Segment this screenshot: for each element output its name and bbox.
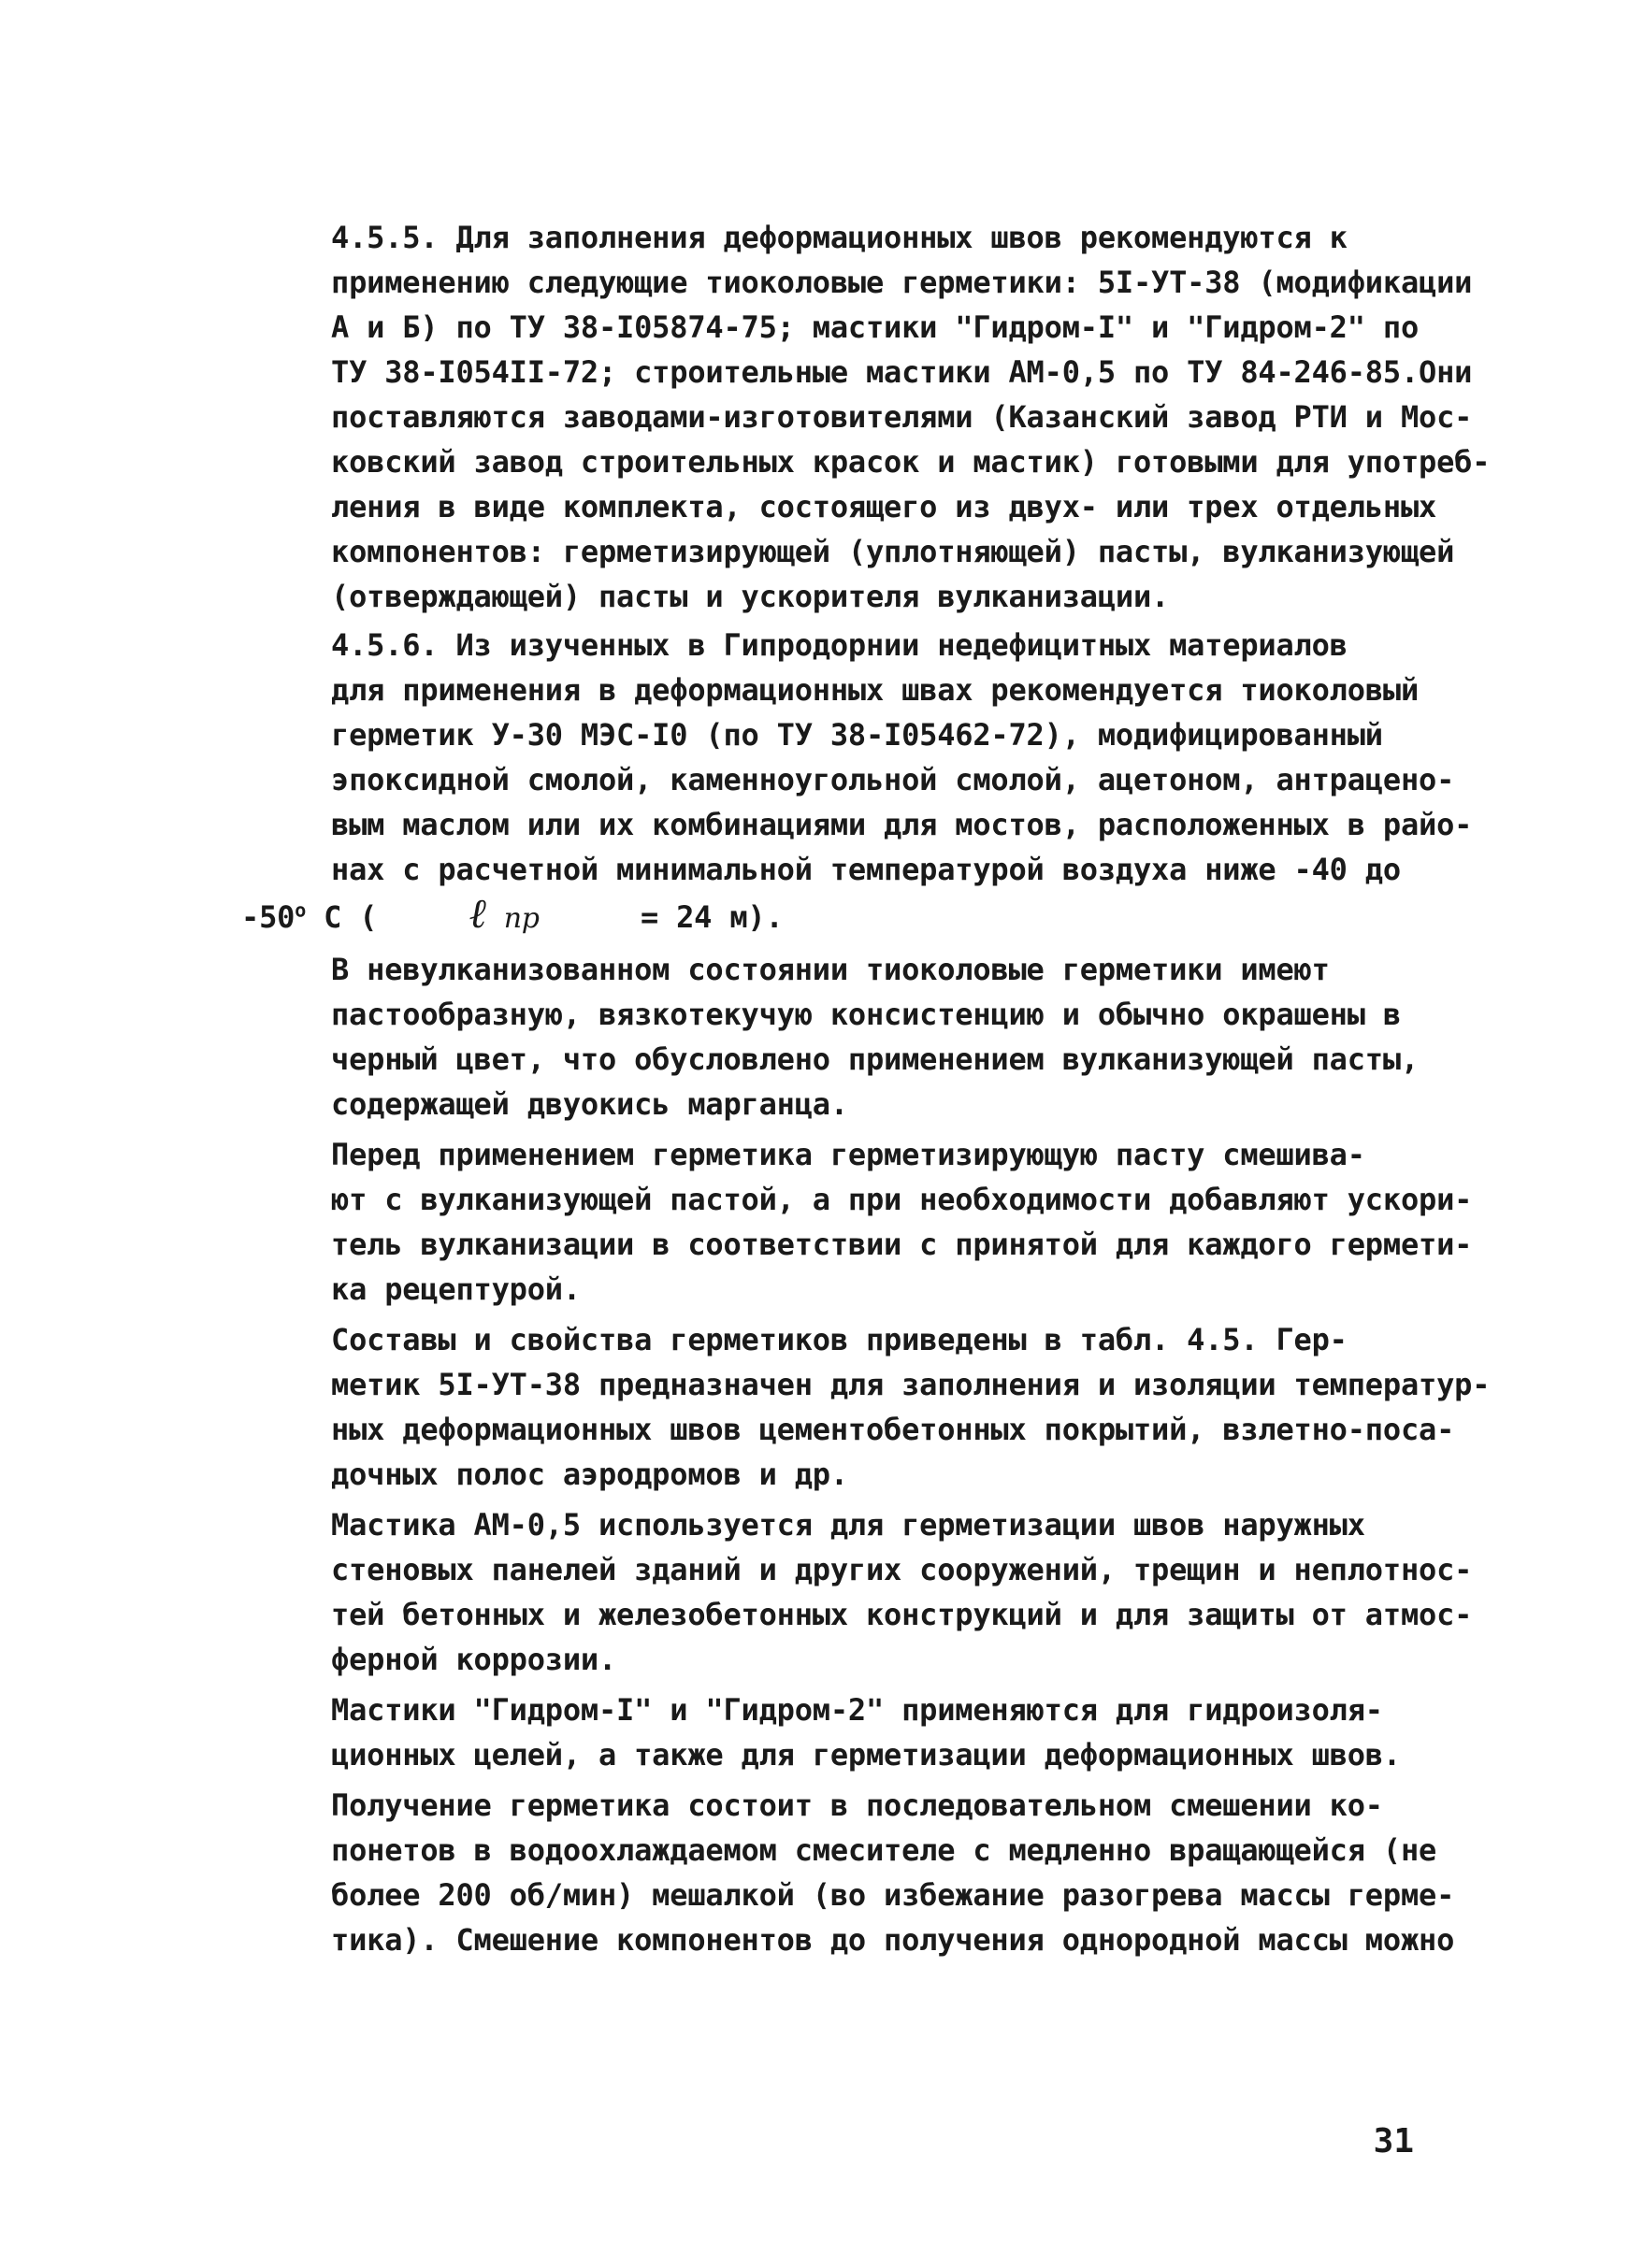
text-line: ферной коррозии. xyxy=(331,1642,617,1677)
text-line: эпоксидной смолой, каменноугольной смолой, ацетоном, антрацено- xyxy=(331,762,1455,797)
text-line: пастообразную, вязкотекучую консистенцию и обычно окрашены в xyxy=(331,997,1401,1032)
temperature-value: -50 xyxy=(241,899,296,935)
text-line: нах с расчетной минимальной температурой воздуха ниже -40 до xyxy=(331,852,1401,887)
section-4-5-6-paragraph xyxy=(241,623,1473,941)
formula-line xyxy=(241,892,1429,941)
paragraph xyxy=(241,1502,1473,1682)
text-line: Мастика АМ-0,5 используется для герметизации швов наружных xyxy=(331,1507,1365,1543)
text-line: (отверждающей) пасты и ускорителя вулканизации. xyxy=(331,579,1170,614)
text-line: Получение герметика состоит в последовательном смешении ко- xyxy=(331,1787,1383,1823)
text-line: А и Б) по ТУ 38-I05874-75; мастики "Гидром-I" и "Гидром-2" по xyxy=(331,309,1420,345)
text-line: 4.5.5. Для заполнения деформационных швов рекомендуются к xyxy=(331,220,1348,255)
text-line: ют с вулканизующей пастой, а при необходимости добавляют ускори- xyxy=(331,1182,1473,1217)
text-line: метик 5I-УТ-38 предназначен для заполнения и изоляции температур- xyxy=(331,1367,1491,1402)
text-line: герметик У-30 МЭС-I0 (по ТУ 38-I05462-72), модифицированный xyxy=(331,717,1383,753)
text-line: Мастики "Гидром-I" и "Гидром-2" применяются для гидроизоля- xyxy=(331,1692,1383,1728)
text-line: более 200 об/мин) мешалкой (во избежание разогрева массы гермe- xyxy=(331,1877,1455,1913)
page-body xyxy=(241,215,1491,1962)
text-line: ка рецептурой. xyxy=(331,1271,581,1307)
text-line: тей бетонных и железобетонных конструкций и для защиты от атмос- xyxy=(331,1597,1473,1632)
text-line: Перед применением герметика герметизирующую пасту смешива- xyxy=(331,1137,1365,1172)
text-line: понетов в водоохлаждаемом смесителе с медленно вращающейся (не xyxy=(331,1832,1437,1868)
paragraph xyxy=(241,1687,1429,1777)
text-line: для применения в деформационных швах рекомендуется тиоколовый xyxy=(331,672,1420,708)
length-subscript: пр xyxy=(503,902,540,935)
formula-result: = 24 м). xyxy=(640,899,784,935)
section-4-5-5-paragraph xyxy=(241,215,1491,619)
text-line: ковский завод строительных красок и мастик) готовыми для употреб- xyxy=(331,444,1491,480)
paragraph xyxy=(241,947,1429,1127)
text-line: тика). Смешение компонентов до получения однородной массы можно xyxy=(331,1922,1455,1958)
text-line: поставляются заводами-изготовителями (Казанский завод РТИ и Мос- xyxy=(331,399,1473,435)
text-line: дочных полос аэродромов и др. xyxy=(331,1457,848,1492)
text-line: ТУ 38-I054II-72; строительные мастики АМ-0,5 по ТУ 84-246-85.Они xyxy=(331,354,1473,390)
text-line: вым маслом или их комбинациями для мостов, расположенных в райо- xyxy=(331,807,1473,842)
paragraph xyxy=(241,1132,1473,1312)
text-line: ционных целей, а также для герметизации деформационных швов. xyxy=(331,1737,1401,1773)
unit-open: С ( xyxy=(306,899,378,935)
text-line: ления в виде комплекта, состоящего из двух- или трех отдельных xyxy=(331,489,1437,524)
paragraph xyxy=(241,1317,1491,1497)
paragraph xyxy=(241,1783,1455,1962)
text-line: применению следующие тиоколовые герметики: 5I-УТ-38 (модификации xyxy=(331,265,1473,300)
text-line: компонентов: герметизирующей (уплотняющей) пасты, вулканизующей xyxy=(331,534,1455,569)
text-line: содержащей двуокись марганца. xyxy=(331,1086,848,1122)
text-line: ных деформационных швов цементобетонных покрытий, взлетно-поса- xyxy=(331,1412,1455,1447)
text-line: 4.5.6. Из изученных в Гипродорнии недефицитных материалов xyxy=(331,627,1348,663)
degree-sign: о xyxy=(295,898,307,922)
text-line: Составы и свойства герметиков приведены в табл. 4.5. Гер- xyxy=(331,1322,1348,1357)
text-line: тель вулканизации в соответствии с принятой для каждого гермети- xyxy=(331,1227,1473,1262)
length-symbol: ℓ xyxy=(469,890,486,938)
text-line: стеновых панелей зданий и других сооружений, трещин и неплотнос- xyxy=(331,1552,1473,1587)
text-line: черный цвет, что обусловлено применением вулканизующей пасты, xyxy=(331,1041,1420,1077)
page-number: 31 xyxy=(1373,2122,1414,2160)
text-line: В невулканизованном состоянии тиоколовые герметики имеют xyxy=(331,952,1330,987)
